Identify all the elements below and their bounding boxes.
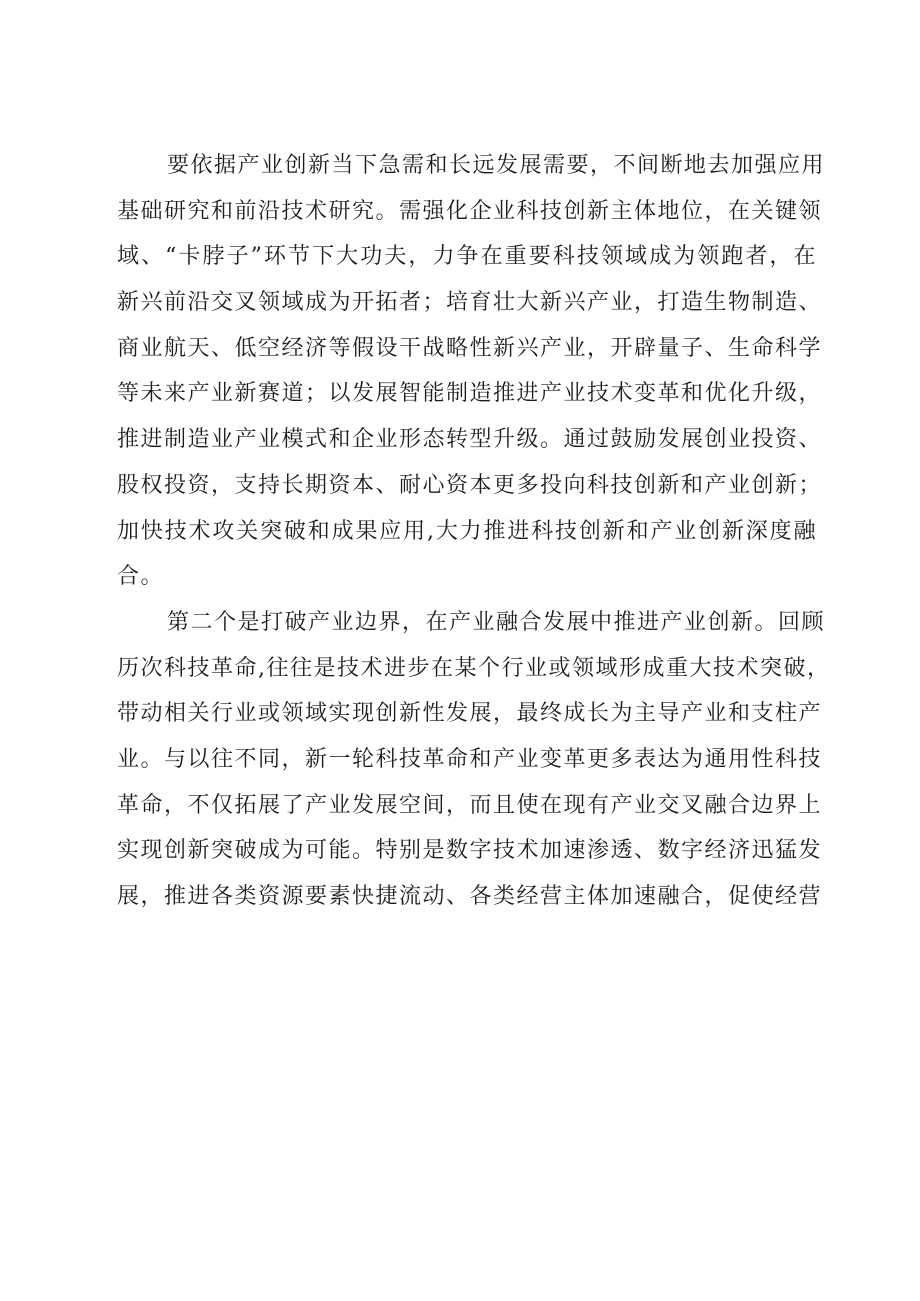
paragraph-line: 加快技术攻关突破和成果应用,大力推进科技创新和产业创新深度融 — [117, 518, 817, 544]
paragraph-line: 业。与以往不同，新一轮科技革命和产业变革更多表达为通用性科技 — [117, 746, 823, 772]
paragraph-line: 实现创新突破成为可能。特别是数字技术加速渗透、数字经济迅猛发 — [117, 838, 823, 864]
paragraph-line: 展，推进各类资源要素快捷流动、各类经营主体加速融合，促使经营 — [117, 884, 823, 909]
paragraph-line: 推进制造业产业模式和企业形态转型升级。通过鼓励发展创业投资、 — [117, 427, 823, 453]
paragraph-line: 域、“卡脖子”环节下大功夫，力争在重要科技领域成为领跑者，在 — [117, 244, 817, 270]
paragraph-line: 新兴前沿交叉领域成为开拓者；培育壮大新兴产业，打造生物制造、 — [117, 290, 823, 316]
paragraph-line: 股权投资，支持长期资本、耐心资本更多投向科技创新和产业创新； — [117, 472, 823, 498]
document-body — [117, 143, 831, 920]
paragraph-line: 历次科技革命,往往是技术进步在某个行业或领域形成重大技术突破， — [117, 655, 831, 681]
paragraph-2 — [117, 600, 831, 920]
paragraph-line: 商业航天、低空经济等假设干战略性新兴产业，开辟量子、生命科学 — [117, 335, 823, 361]
paragraph-line: 等未来产业新赛道；以发展智能制造推进产业技术变革和优化升级， — [117, 381, 823, 407]
paragraph-line: 要依据产业创新当下急需和长远发展需要，不间断地去加强应用 — [167, 153, 826, 178]
paragraph-line: 合。 — [117, 564, 165, 590]
paragraph-1 — [117, 143, 826, 600]
paragraph-line: 带动相关行业或领域实现创新性发展，最终成长为主导产业和支柱产 — [117, 701, 823, 727]
paragraph-line: 基础研究和前沿技术研究。需强化企业科技创新主体地位，在关键领 — [117, 198, 823, 224]
paragraph-line: 革命，不仅拓展了产业发展空间，而且使在现有产业交叉融合边界上 — [117, 792, 823, 818]
paragraph-line: 第二个是打破产业边界，在产业融合发展中推进产业创新。回顾 — [167, 609, 826, 635]
